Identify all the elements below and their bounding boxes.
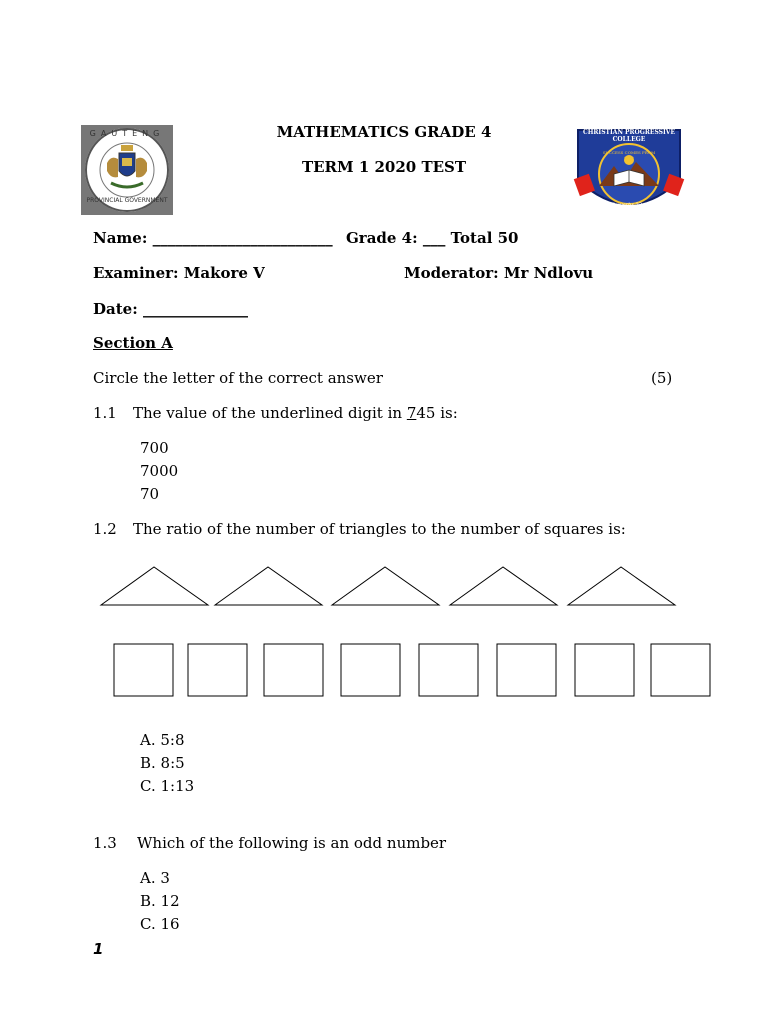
square-shape — [188, 644, 247, 696]
triangle-shape — [450, 567, 557, 605]
triangle-shape — [332, 567, 439, 605]
question-1-1-options — [140, 437, 178, 506]
square-shape — [575, 644, 634, 696]
triangle-shape — [215, 567, 322, 605]
square-shape — [419, 644, 478, 696]
option[interactable]: B. 8:5 — [140, 754, 185, 772]
question-1-3-number: 1.3 — [93, 834, 117, 852]
question-1-2-text: The ratio of the number of triangles to the number of squares is: — [133, 520, 626, 538]
option[interactable]: 7000 — [140, 462, 179, 480]
college-name: CHRISTIAN PROGRESSIVE COLLEGE — [582, 129, 676, 143]
grade-total-field[interactable]: Grade 4: ___ Total 50 — [346, 229, 519, 247]
underlined-digit: 7 — [406, 404, 417, 422]
question-1-3-text: Which of the following is an odd number — [137, 834, 447, 852]
option[interactable]: 70 — [140, 485, 160, 503]
option[interactable]: 700 — [140, 439, 169, 457]
triangle-shape — [101, 567, 208, 605]
square-shape — [264, 644, 323, 696]
option[interactable]: A. 3 — [140, 869, 170, 887]
square-shape — [651, 644, 710, 696]
shapes-figure — [0, 560, 768, 720]
option[interactable]: C. 16 — [140, 915, 180, 933]
question-1-1-text-before: The value of the underlined digit in — [133, 404, 407, 422]
option[interactable]: A. 5:8 — [140, 731, 185, 749]
section-instruction: Circle the letter of the correct answer — [93, 369, 383, 387]
test-title: MATHEMATICS GRADE 4 — [276, 123, 492, 141]
date-field[interactable]: Date: ______________ — [93, 300, 248, 318]
section-heading: Section A — [93, 334, 173, 352]
question-1-1-number: 1.1 — [93, 404, 117, 422]
gauteng-text-top: GAUTENG — [89, 129, 165, 138]
name-field[interactable]: Name: ________________________ — [93, 229, 333, 247]
question-1-2-options — [140, 729, 194, 798]
examiner-label: Examiner: Makore V — [93, 264, 265, 282]
gauteng-text-bottom: PROVINCIAL GOVERNMENT — [86, 197, 168, 204]
college-motto: SUCCESS COMES FROM GOD — [602, 150, 656, 160]
triangle-shape — [568, 567, 675, 605]
question-1-2-number: 1.2 — [93, 520, 117, 538]
option[interactable]: C. 1:13 — [140, 777, 195, 795]
section-marks: (5) — [651, 369, 673, 387]
square-shape — [114, 644, 173, 696]
page-number: 1 — [93, 940, 104, 958]
question-1-3-options — [140, 867, 180, 936]
option[interactable]: B. 12 — [140, 892, 180, 910]
question-1-1-text — [133, 404, 458, 422]
square-shape — [497, 644, 556, 696]
moderator-label: Moderator: Mr Ndlovu — [404, 264, 594, 282]
square-shape — [341, 644, 400, 696]
question-1-1-text-after: 45 is: — [416, 404, 458, 422]
college-verse: Proverbs 22:6 — [611, 202, 647, 208]
test-subtitle: TERM 1 2020 TEST — [301, 158, 467, 176]
